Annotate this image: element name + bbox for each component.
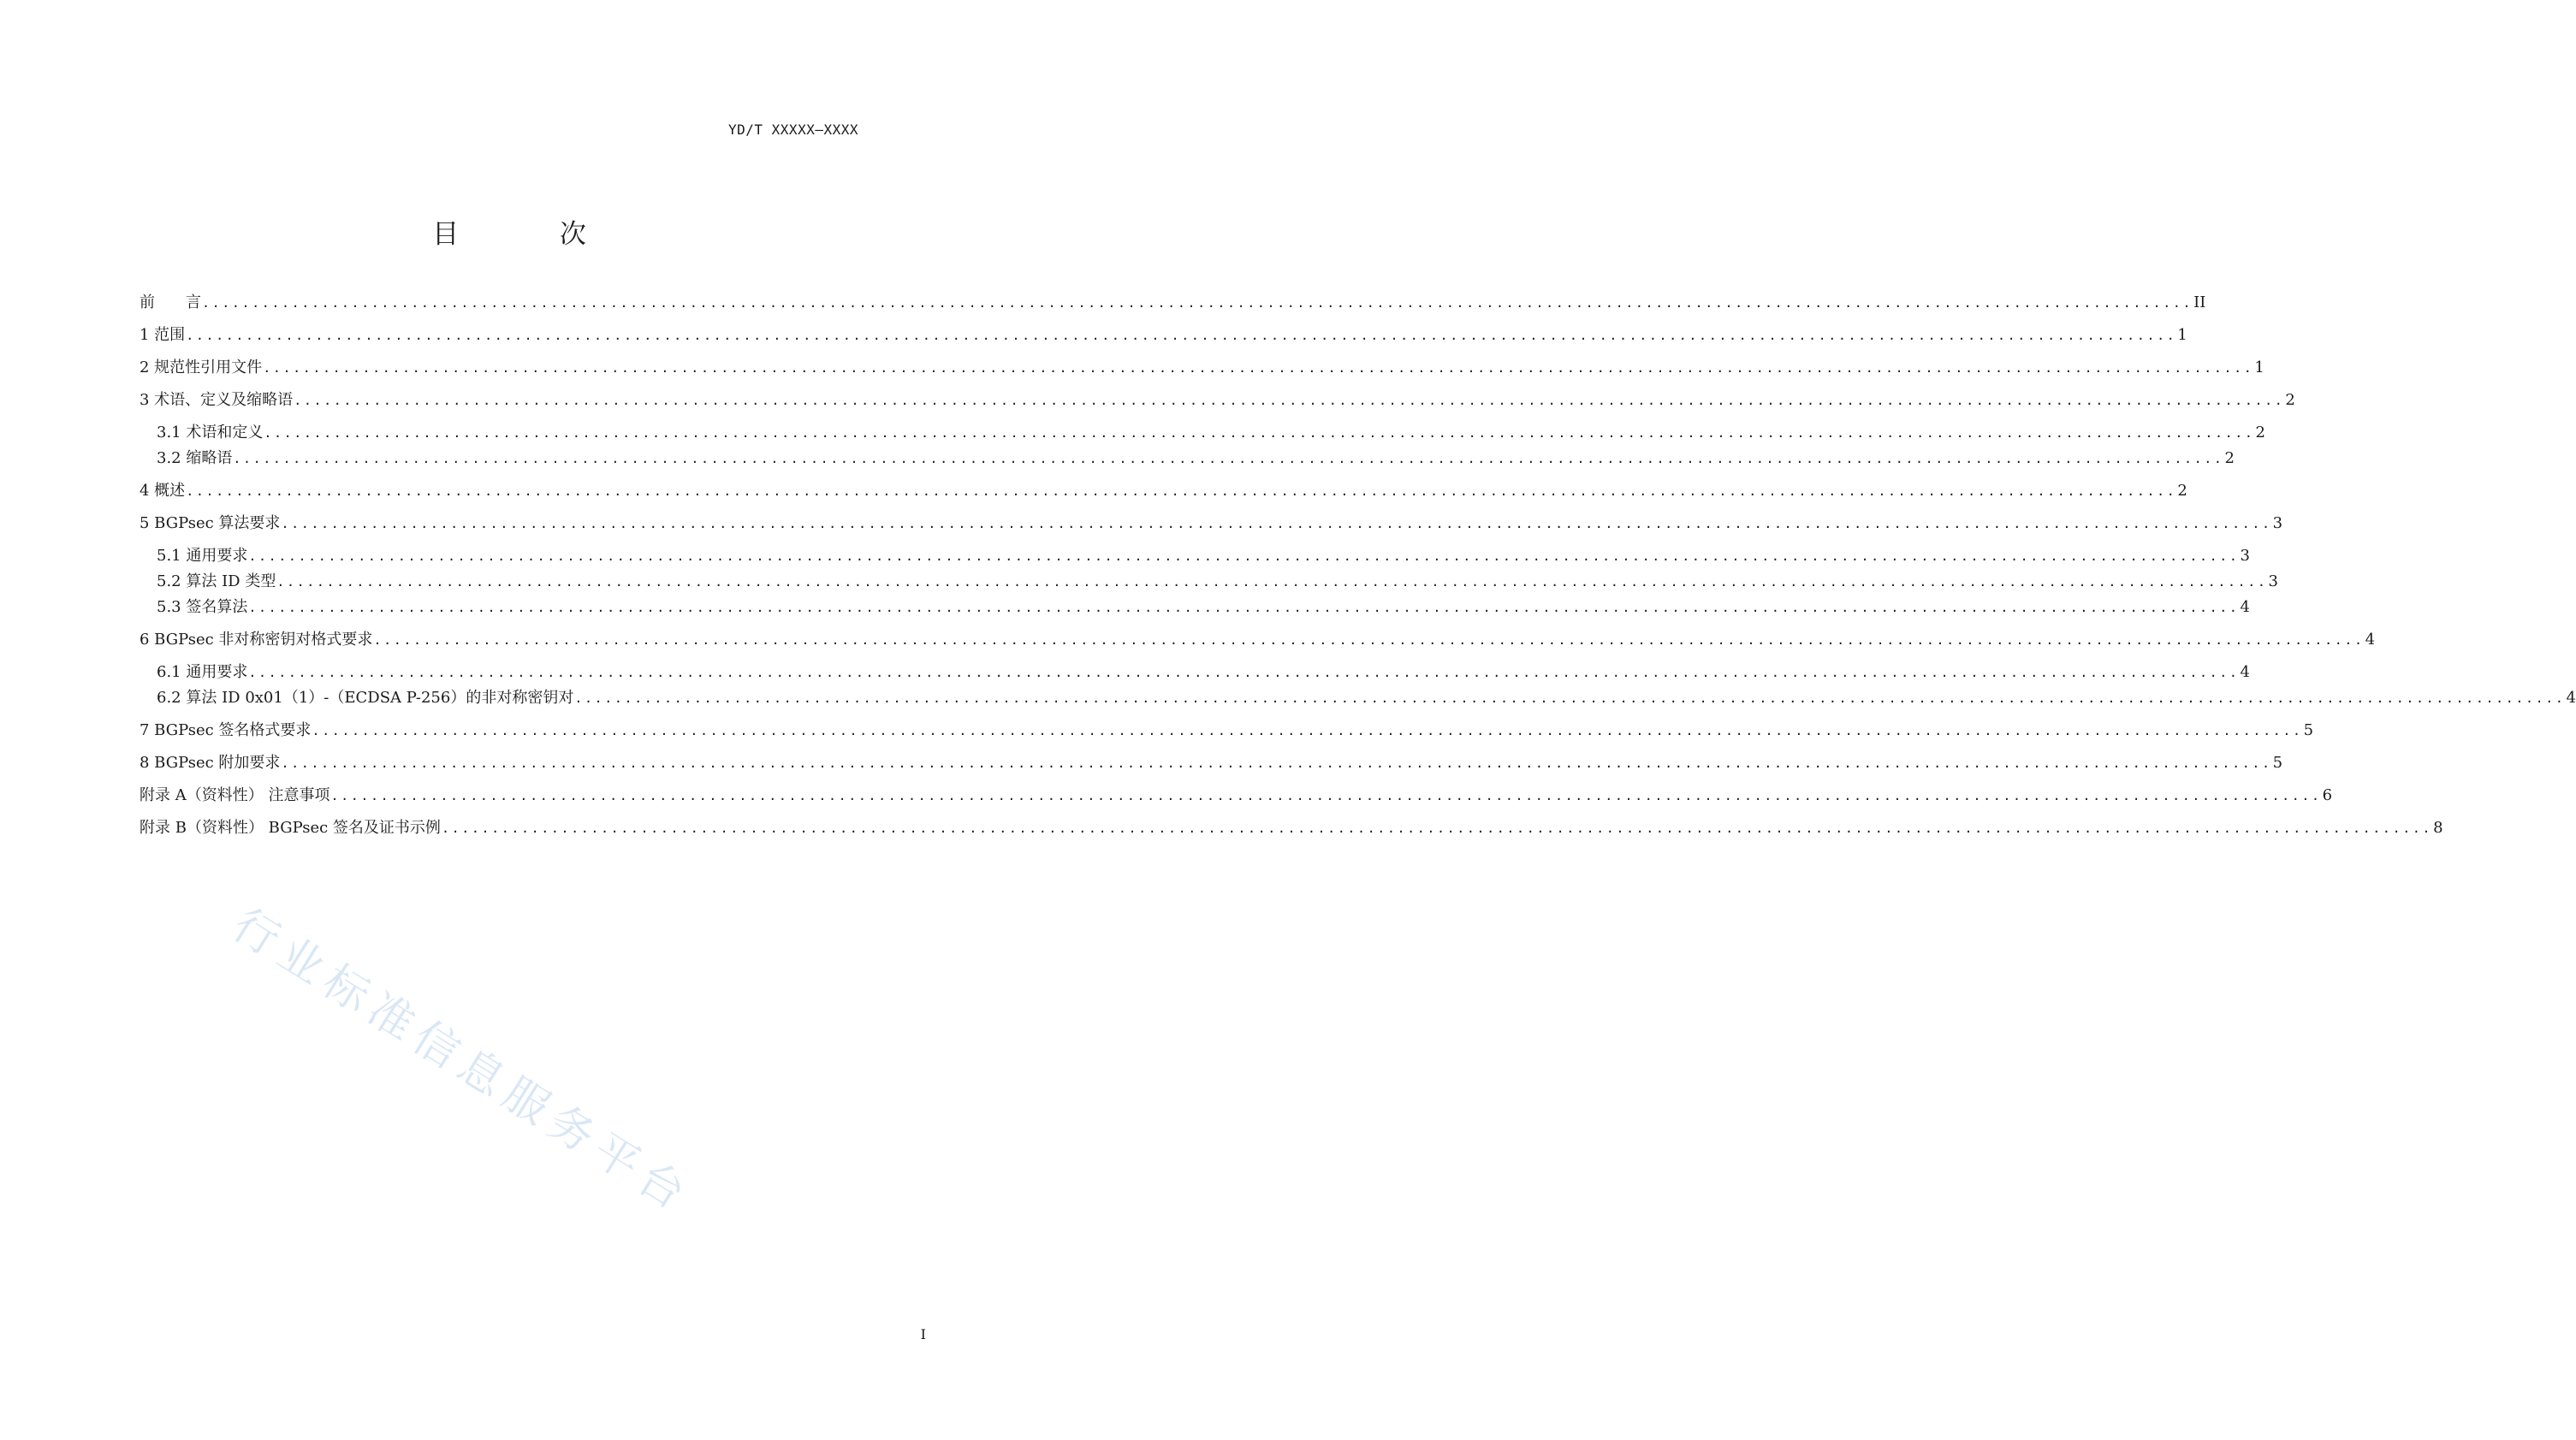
toc-leader: ........................................................................................................................................................................................................ — [281, 516, 2272, 531]
toc-entry-6-1[interactable] — [157, 661, 2250, 684]
toc-leader: ........................................................................................................................................................................................................ — [574, 690, 2566, 706]
toc-entry-appendix-a[interactable] — [139, 785, 2333, 807]
toc-leader: ........................................................................................................................................................................................................ — [186, 328, 2177, 343]
page-title: 目 次 — [432, 219, 632, 250]
toc-entry-3-1[interactable] — [157, 422, 2265, 444]
toc-label: 2 规范性引用文件 — [139, 359, 263, 376]
toc-page: 5 — [2272, 754, 2283, 772]
toc-leader: ........................................................................................................................................................................................................ — [330, 788, 2322, 803]
toc-label: 6.1 通用要求 — [157, 663, 248, 681]
toc-page: 3 — [2240, 547, 2250, 565]
watermark: 行业标准信息服务平台 — [223, 899, 701, 1224]
toc-leader: ........................................................................................................................................................................................................ — [248, 548, 2240, 564]
toc-page: 4 — [2566, 689, 2576, 707]
toc-leader: ........................................................................................................................................................................................................ — [276, 574, 2268, 590]
toc-leader: ........................................................................................................................................................................................................ — [248, 665, 2240, 680]
toc-entry-2[interactable] — [139, 357, 2264, 379]
toc-label: 前 言 — [139, 293, 201, 311]
toc-label: 5.2 算法 ID 类型 — [157, 572, 276, 590]
toc-page: 8 — [2433, 819, 2443, 837]
toc-entry-4[interactable] — [139, 480, 2187, 502]
standard-code: YD/T XXXXX—XXXX — [728, 121, 858, 138]
toc-label: 附录 B（资料性） BGPsec 签名及证书示例 — [139, 819, 441, 837]
toc-label: 8 BGPsec 附加要求 — [139, 754, 281, 772]
toc-label: 5.1 通用要求 — [157, 547, 248, 565]
toc-page: 4 — [2240, 598, 2250, 616]
toc-entry-5[interactable] — [139, 513, 2283, 535]
toc-label: 6 BGPsec 非对称密钥对格式要求 — [139, 631, 373, 649]
toc-entry-7[interactable] — [139, 720, 2314, 742]
toc-leader: ........................................................................................................................................................................................................ — [441, 821, 2433, 836]
toc-leader: ........................................................................................................................................................................................................ — [294, 393, 2285, 408]
toc-entry-8[interactable] — [139, 752, 2283, 774]
toc-entry-3[interactable] — [139, 389, 2295, 412]
toc-page: 4 — [2240, 663, 2250, 681]
toc-entry-5-2[interactable] — [157, 571, 2278, 593]
toc-page: 6 — [2322, 786, 2333, 804]
toc-leader: ........................................................................................................................................................................................................ — [264, 425, 2255, 441]
toc-entry-6[interactable] — [139, 629, 2376, 651]
page-number: I — [920, 1326, 926, 1342]
toc-entry-5-3[interactable] — [157, 596, 2250, 619]
toc-label: 1 范围 — [139, 326, 186, 344]
toc-label: 5 BGPsec 算法要求 — [139, 514, 281, 532]
toc-leader: ........................................................................................................................................................................................................ — [248, 600, 2240, 615]
toc-entry-6-2[interactable] — [157, 687, 2576, 709]
toc-page: 2 — [2177, 482, 2187, 500]
toc-page: 2 — [2224, 449, 2235, 467]
toc-entry-appendix-b[interactable] — [139, 817, 2443, 839]
toc-page: 3 — [2272, 514, 2283, 532]
toc-entry-5-1[interactable] — [157, 545, 2250, 567]
toc-label: 4 概述 — [139, 482, 186, 500]
toc-leader: ........................................................................................................................................................................................................ — [202, 295, 2193, 311]
toc-label: 5.3 签名算法 — [157, 598, 248, 616]
toc-page: 2 — [2285, 391, 2295, 409]
toc-page: 2 — [2255, 424, 2265, 441]
toc-entry-1[interactable] — [139, 324, 2187, 347]
toc-page: 4 — [2365, 631, 2376, 649]
toc-leader: ........................................................................................................................................................................................................ — [263, 360, 2254, 376]
toc-page: II — [2193, 293, 2206, 311]
toc-leader: ........................................................................................................................................................................................................ — [373, 632, 2365, 648]
toc-page: 1 — [2177, 326, 2187, 344]
toc-label: 3 术语、定义及缩略语 — [139, 391, 294, 409]
toc-leader: ........................................................................................................................................................................................................ — [186, 483, 2177, 499]
toc-label: 3.2 缩略语 — [157, 449, 233, 467]
toc-page: 5 — [2303, 721, 2314, 739]
toc-label: 7 BGPsec 签名格式要求 — [139, 721, 312, 739]
toc-label: 3.1 术语和定义 — [157, 424, 264, 441]
toc-leader: ........................................................................................................................................................................................................ — [281, 756, 2272, 771]
toc-label: 6.2 算法 ID 0x01（1）-（ECDSA P-256）的非对称密钥对 — [157, 689, 574, 707]
toc-leader: ........................................................................................................................................................................................................ — [233, 451, 2224, 466]
toc-entry-3-2[interactable] — [157, 447, 2235, 470]
toc-page: 3 — [2268, 572, 2278, 590]
toc-page: 1 — [2254, 359, 2264, 376]
toc-entry-foreword[interactable] — [139, 292, 2206, 314]
toc-label: 附录 A（资料性） 注意事项 — [139, 786, 330, 804]
toc-leader: ........................................................................................................................................................................................................ — [312, 723, 2303, 738]
